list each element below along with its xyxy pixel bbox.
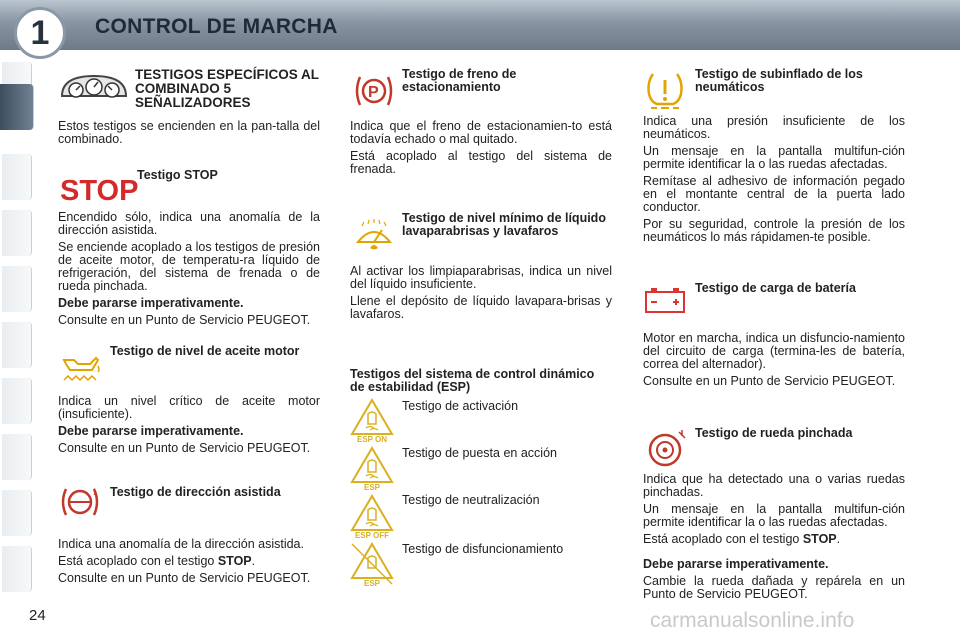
- flat-tyre-text-4: Cambie la rueda dañada y repárela en un Punto de Servicio PEUGEOT.: [643, 574, 905, 601]
- steering-text-2: [58, 555, 320, 568]
- steering-text-2-bold: STOP: [217, 554, 252, 568]
- chapter-tabs: [0, 62, 34, 582]
- tyre-pressure-title: Testigo de subinflado de los neumáticos: [695, 67, 863, 94]
- stop-warning-bold: Debe pararse imperativamente.: [58, 296, 244, 310]
- stop-title: Testigo STOP: [137, 168, 218, 182]
- steering-text-2-post: .: [251, 554, 256, 568]
- esp-item-intervention: Testigo de puesta en acción: [402, 446, 557, 460]
- oil-text-1: Indica un nivel crítico de aceite motor (insuficiente).: [58, 394, 320, 421]
- flat-tyre-text-3-post: .: [836, 532, 841, 546]
- svg-text:P: P: [368, 84, 379, 101]
- stop-text-1: Encendido sólo, indica una anomalía de la dirección asistida.: [58, 210, 320, 237]
- page-header: [0, 0, 960, 50]
- tyre-pressure-icon: [643, 70, 687, 110]
- flat-tyre-text-3: [643, 533, 905, 546]
- oil-level-icon: [60, 350, 102, 386]
- flat-tyre-text-2: Un mensaje en la pantalla multifun-ción permite identificar la o las ruedas afectadas.: [643, 502, 905, 529]
- parking-brake-text-2: Está acoplado al testigo del sistema de frenada.: [350, 149, 612, 176]
- watermark: carmanualsonline.info: [650, 609, 855, 632]
- chapter-tab[interactable]: [2, 322, 32, 368]
- flat-tyre-title: Testigo de rueda pinchada: [695, 426, 853, 440]
- stop-icon-text: STOP: [60, 175, 139, 207]
- esp-active-icon-label: ESP: [363, 483, 381, 492]
- esp-off-icon: [350, 494, 394, 540]
- page-number: 24: [29, 607, 46, 624]
- steering-text-3: Consulte en un Punto de Servicio PEUGEOT.: [58, 571, 311, 585]
- oil-warning-bold: Debe pararse imperativamente.: [58, 424, 244, 438]
- washer-title: Testigo de nivel mínimo de líquido lavaparabrisas y lavafaros: [402, 211, 606, 238]
- section-title-cluster: TESTIGOS ESPECÍFICOS AL COMBINADO 5 SEÑALIZADORES: [135, 67, 319, 110]
- flat-tyre-icon: [645, 428, 689, 468]
- chapter-tab[interactable]: [2, 434, 32, 480]
- power-steering-icon: [58, 485, 102, 519]
- flat-tyre-warning-bold: Debe pararse imperativamente.: [643, 557, 829, 571]
- steering-text-2-pre: Está acoplado con el testigo: [58, 554, 218, 568]
- esp-item-neutralization: Testigo de neutralización: [402, 493, 540, 507]
- tyre-pressure-text-1: Indica una presión insuficiente de los neumáticos.: [643, 114, 905, 141]
- esp-on-icon-label: ESP ON: [356, 435, 388, 444]
- stop-warning-icon: [58, 173, 139, 207]
- battery-text-1: Motor en marcha, indica un disfuncio-namiento del circuito de carga (termina-les de batería, correa del alternador).: [643, 331, 905, 371]
- esp-item-malfunction: Testigo de disfuncionamiento: [402, 542, 564, 556]
- esp-off-icon-label: ESP OFF: [354, 531, 390, 540]
- instrument-cluster-icon: [58, 70, 130, 102]
- battery-charge-icon: [643, 285, 687, 315]
- washer-text-1: Al activar los limpiaparabrisas, indica un nivel del líquido insuficiente.: [350, 264, 612, 291]
- stop-text-2: Se enciende acoplado a los testigos de presión de aceite motor, de temperatu-ra líquido de refrigeración, del sistema de frenada o de rueda pinchada.: [58, 240, 320, 293]
- flat-tyre-text-3-bold: STOP: [802, 532, 837, 546]
- washer-text-2: Llene el depósito de líquido lavapara-brisas y lavafaros.: [350, 294, 612, 321]
- tyre-pressure-text-4: Por su seguridad, controle la presión de los neumáticos lo más rápidamen-te posible.: [643, 217, 905, 244]
- tyre-pressure-text-3: Remítase al adhesivo de información pegado en el montante central de la puerta lado conductor.: [643, 174, 905, 214]
- oil-text-2: Consulte en un Punto de Servicio PEUGEOT.: [58, 441, 311, 455]
- tyre-pressure-text-2: Un mensaje en la pantalla multifun-ción permite identificar la o las ruedas afectadas.: [643, 144, 905, 171]
- stop-text-3: Consulte en un Punto de Servicio PEUGEOT.: [58, 313, 311, 327]
- battery-title: Testigo de carga de batería: [695, 281, 856, 295]
- battery-text-2: Consulte en un Punto de Servicio PEUGEOT.: [643, 374, 896, 388]
- steering-title: Testigo de dirección asistida: [110, 485, 281, 499]
- chapter-tab[interactable]: [2, 154, 32, 200]
- chapter-tab[interactable]: [2, 210, 32, 256]
- chapter-tab[interactable]: [2, 266, 32, 312]
- chapter-tab-active[interactable]: [0, 84, 34, 130]
- esp-on-icon: [350, 398, 394, 444]
- esp-active-icon: [350, 446, 394, 492]
- chapter-tab[interactable]: [2, 546, 32, 592]
- oil-title: Testigo de nivel de aceite motor: [110, 344, 300, 358]
- flat-tyre-text-1: Indica que ha detectado una o varias ruedas pinchadas.: [643, 472, 905, 499]
- parking-brake-title: Testigo de freno de estacionamiento: [402, 67, 517, 94]
- chapter-tab[interactable]: [2, 378, 32, 424]
- chapter-badge: 1: [14, 7, 66, 59]
- flat-tyre-text-3-pre: Está acoplado con el testigo: [643, 532, 803, 546]
- esp-item-activation: Testigo de activación: [402, 399, 519, 413]
- chapter-tab[interactable]: [2, 490, 32, 536]
- esp-fault-icon: [350, 542, 394, 588]
- svg-text:!: !: [93, 487, 96, 497]
- parking-brake-icon: [352, 73, 396, 109]
- steering-text-1: Indica una anomalía de la dirección asistida.: [58, 537, 304, 551]
- page-title: CONTROL DE MARCHA: [95, 15, 338, 38]
- washer-fluid-icon: [354, 218, 394, 252]
- esp-title: Testigos del sistema de control dinámico de estabilidad (ESP): [350, 367, 595, 394]
- parking-brake-text-1: Indica que el freno de estacionamien-to está todavía echado o mal quitado.: [350, 119, 612, 146]
- esp-fault-icon-label: ESP: [363, 579, 381, 588]
- cluster-intro-text: Estos testigos se encienden en la pan-talla del combinado.: [58, 119, 320, 146]
